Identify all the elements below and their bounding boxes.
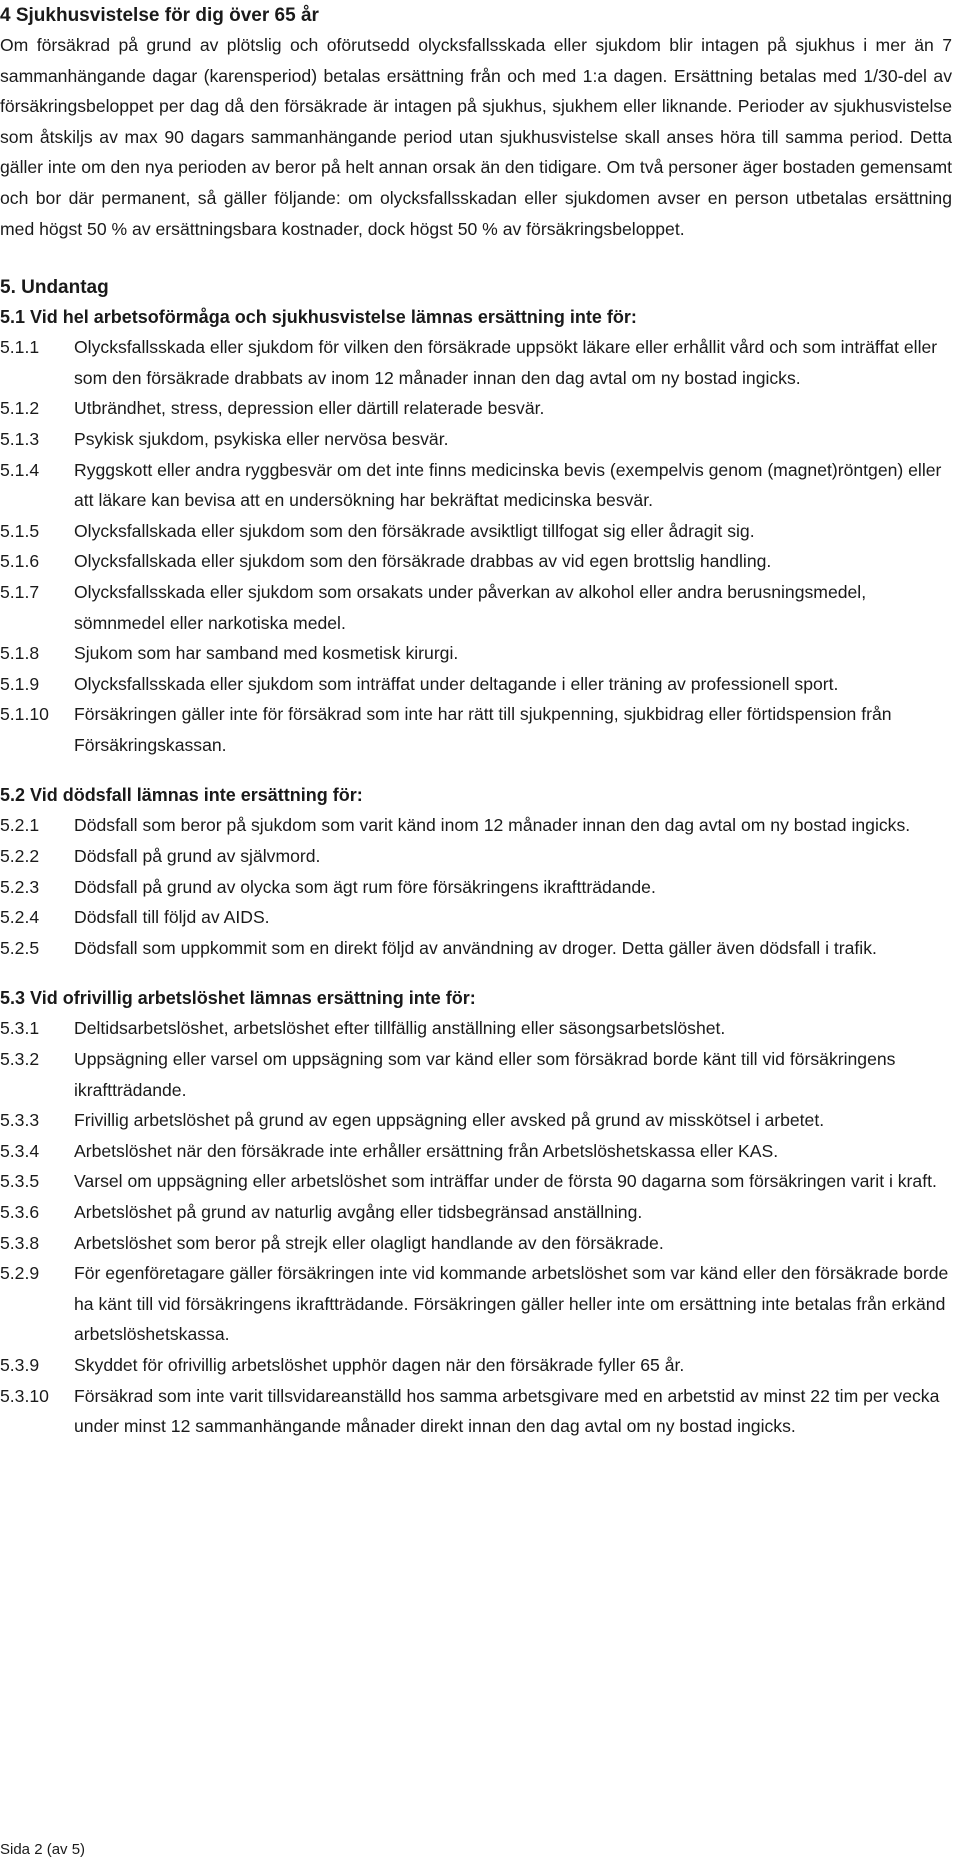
item-text: Arbetslöshet som beror på strejk eller olagligt handlande av den försäkrade. [74, 1232, 664, 1253]
list-item [0, 1013, 952, 1044]
item-text: Arbetslöshet när den försäkrade inte erhåller ersättning från Arbetslöshetskassa eller KAS. [74, 1140, 779, 1161]
item-number: 5.3.6 [0, 1202, 40, 1222]
item-text: Dödsfall på grund av självmord. [74, 846, 321, 867]
list-item [0, 699, 952, 760]
list-item [0, 1105, 952, 1136]
list-item [0, 516, 952, 547]
page-number-footer: Sida 2 (av 5) [0, 1841, 86, 1858]
item-text: Olycksfallsskada eller sjukdom för vilken den försäkrade uppsökt läkare eller erhållit vård och som inträffat eller som den försäkrade drabbats av inom 12 månader innan den dag avtal om ny bostad ingicks. [74, 337, 938, 388]
list-item [0, 1136, 952, 1167]
subsection-5-1-heading: 5.1 Vid hel arbetsoförmåga och sjukhusvistelse lämnas ersättning inte för: [0, 307, 637, 328]
item-number: 5.3.4 [0, 1140, 40, 1161]
item-number: 5.3.8 [0, 1232, 40, 1253]
list-item [0, 455, 952, 516]
subsection-5-1-list [0, 332, 952, 760]
list-item [0, 1258, 952, 1350]
list-item [0, 424, 952, 455]
subsection-5-2-list [0, 810, 952, 963]
list-item [0, 1350, 952, 1381]
item-text: Sjukom som har samband med kosmetisk kirurgi. [74, 643, 459, 664]
item-text: Utbrändhet, stress, depression eller därtill relaterade besvär. [74, 398, 545, 419]
item-number: 5.1.1 [0, 337, 40, 358]
list-item [0, 841, 952, 872]
item-text: Dödsfall till följd av AIDS. [74, 907, 270, 928]
item-number: 5.2.2 [0, 846, 40, 867]
item-number: 5.1.5 [0, 520, 40, 541]
list-item [0, 332, 952, 393]
item-text: Dödsfall som beror på sjukdom som varit känd inom 12 månader innan den dag avtal om ny bostad ingicks. [74, 815, 911, 836]
list-item [0, 872, 952, 903]
subsection-5-3-list [0, 1013, 952, 1441]
list-item [0, 1228, 952, 1259]
list-item [0, 1381, 952, 1442]
item-number: 5.2.1 [0, 815, 40, 836]
item-number: 5.3.10 [0, 1385, 49, 1406]
list-item [0, 933, 952, 964]
list-item [0, 1197, 952, 1228]
section-4-heading: 4 Sjukhusvistelse för dig över 65 år [0, 5, 319, 26]
list-item [0, 638, 952, 669]
item-number: 5.3.1 [0, 1018, 40, 1039]
item-text: Olycksfallsskada eller sjukdom som inträffat under deltagande i eller träning av professionell sport. [74, 673, 839, 694]
list-item [0, 669, 952, 700]
item-number: 5.3.9 [0, 1354, 40, 1375]
item-number: 5.1.6 [0, 551, 40, 572]
item-number: 5.2.5 [0, 937, 40, 958]
spacer [0, 244, 952, 274]
item-number: 5.2.3 [0, 876, 40, 897]
item-number: 5.1.10 [0, 704, 49, 725]
item-text: Olycksfallsskada eller sjukdom som orsakats under påverkan av alkohol eller andra berusningsmedel, sömnmedel eller narkotiska medel. [74, 581, 867, 633]
item-text: Deltidsarbetslöshet, arbetslöshet efter tillfällig anställning eller säsongsarbetslöshet. [74, 1018, 726, 1039]
item-number: 5.1.7 [0, 581, 40, 602]
document-content [0, 2, 952, 1442]
list-item [0, 577, 952, 638]
subsection-5-3-heading: 5.3 Vid ofrivillig arbetslöshet lämnas ersättning inte för: [0, 988, 476, 1009]
list-item [0, 902, 952, 933]
section-5-heading: 5. Undantag [0, 277, 109, 299]
list-item [0, 1044, 952, 1105]
item-text: Dödsfall på grund av olycka som ägt rum före försäkringens ikraftträdande. [74, 876, 656, 897]
item-number: 5.2.4 [0, 907, 40, 928]
item-number: 5.3.5 [0, 1171, 40, 1192]
item-number: 5.3.3 [0, 1110, 40, 1131]
list-item [0, 1166, 952, 1197]
subsection-5-2-heading: 5.2 Vid dödsfall lämnas inte ersättning för: [0, 785, 363, 806]
item-text: Ryggskott eller andra ryggbesvär om det inte finns medicinska bevis (exempelvis genom (magnet)röntgen) eller att läkare kan bevisa att en undersökning har bekräftat medicinska besvär. [74, 459, 942, 511]
item-text: Olycksfallskada eller sjukdom som den försäkrade avsiktligt tillfogat sig eller ådragit sig. [74, 520, 755, 541]
item-number: 5.2.9 [0, 1263, 40, 1284]
item-text: För egenföretagare gäller försäkringen inte vid kommande arbetslöshet som var känd eller den försäkrade borde ha känt till vid försäkringens ikraftträdande. Försäkringen gäller heller inte om ersättning inte betalas från erkänd arbetslöshetskassa. [74, 1263, 949, 1345]
item-text: Försäkringen gäller inte för försäkrad som inte har rätt till sjukpenning, sjukbidrag eller förtidspension från Försäkringskassan. [74, 704, 892, 755]
spacer [0, 963, 952, 983]
item-text: Skyddet för ofrivillig arbetslöshet upphör dagen när den försäkrade fyller 65 år. [74, 1354, 685, 1375]
list-item [0, 810, 952, 841]
item-text: Olycksfallskada eller sjukdom som den försäkrade drabbas av vid egen brottslig handling. [74, 551, 772, 572]
section-4-paragraph: Om försäkrad på grund av plötslig och oförutsedd olycksfallsskada eller sjukdom blir intagen på sjukhus i mer än 7 sammanhängande dagar (karensperiod) betalas ersättning från och med 1:a dagen. Ersättning betalas med 1/30-del av försäkringsbeloppet per dag då den försäkrade är intagen på sjukhus, sjukhem eller liknande. Perioder av sjukhusvistelse som åtskiljs av max 90 dagars sammanhängande period utan sjukhusvistelse skall anses höra till samma period. Detta gäller inte om den nya perioden av beror på helt annan orsak än den tidigare. Om två personer äger bostaden gemensamt och bor där permanent, så gäller följande: om olycksfallsskadan eller sjukdomen avser en person utbetalas ersättning med högst 50 % av ersättningsbara kostnader, dock högst 50 % av försäkringsbeloppet. [0, 35, 952, 239]
item-text: Varsel om uppsägning eller arbetslöshet som inträffar under de första 90 dagarna som försäkringen varit i kraft. [74, 1171, 937, 1192]
item-text: Arbetslöshet på grund av naturlig avgång eller tidsbegränsad anställning. [74, 1202, 643, 1222]
list-item [0, 393, 952, 424]
item-text: Dödsfall som uppkommit som en direkt följd av användning av droger. Detta gäller även dödsfall i trafik. [74, 937, 877, 958]
item-number: 5.3.2 [0, 1049, 40, 1070]
list-item [0, 546, 952, 577]
item-number: 5.1.8 [0, 643, 40, 664]
item-text: Psykisk sjukdom, psykiska eller nervösa besvär. [74, 428, 449, 449]
item-number: 5.1.3 [0, 428, 40, 449]
item-text: Frivillig arbetslöshet på grund av egen uppsägning eller avsked på grund av misskötsel i arbetet. [74, 1110, 825, 1131]
item-number: 5.1.4 [0, 459, 40, 480]
item-text: Försäkrad som inte varit tillsvidareanställd hos samma arbetsgivare med en arbetstid av minst 22 tim per vecka under minst 12 sammanhängande månader direkt innan den dag avtal om ny bostad ingicks. [74, 1385, 940, 1437]
item-number: 5.1.9 [0, 673, 40, 694]
spacer [0, 760, 952, 780]
item-text: Uppsägning eller varsel om uppsägning som var känd eller som försäkrad borde känt till vid försäkringens ikraftträdande. [74, 1049, 896, 1100]
item-number: 5.1.2 [0, 398, 40, 419]
